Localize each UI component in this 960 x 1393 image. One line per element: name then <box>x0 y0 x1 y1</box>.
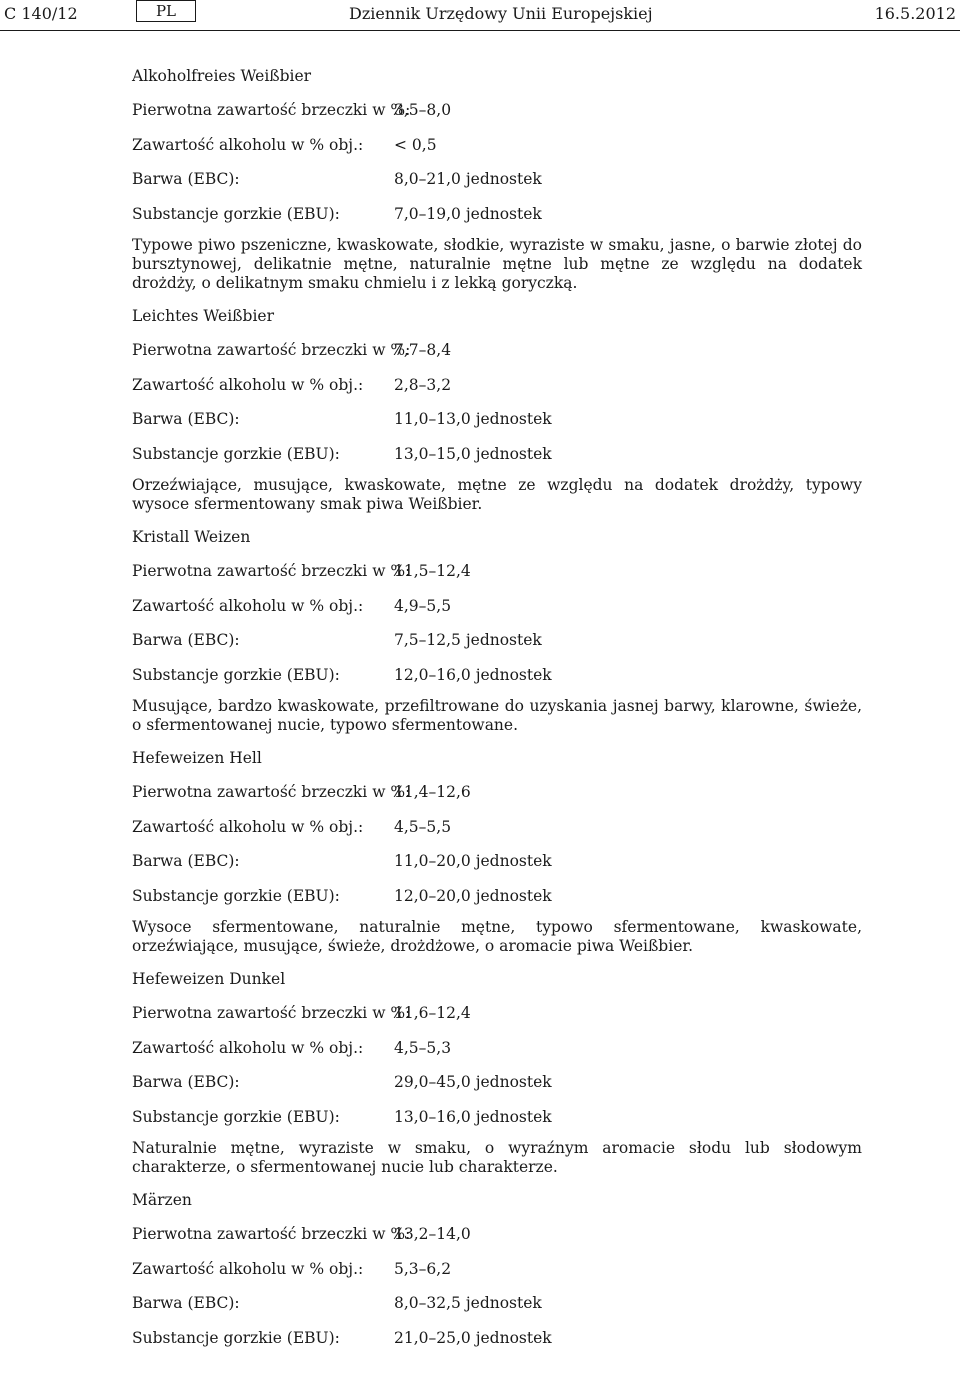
beer-spec-section <box>132 967 862 1177</box>
parameter-label: Zawartość alkoholu w % obj.: <box>132 1038 364 1057</box>
beer-spec-section <box>132 746 862 956</box>
parameter-label: Zawartość alkoholu w % obj.: <box>132 817 364 836</box>
beer-spec-section <box>132 304 862 514</box>
alcohol-content-row <box>132 133 862 157</box>
alcohol-content-row <box>132 815 862 839</box>
colour-ebc-row <box>132 1070 862 1094</box>
parameter-value: 8,0–21,0 jednostek <box>394 170 542 188</box>
original-gravity-row <box>132 1222 862 1246</box>
parameter-value: 12,0–20,0 jednostek <box>394 886 552 905</box>
parameter-value: 13,0–16,0 jednostek <box>394 1107 552 1126</box>
parameter-value: < 0,5 <box>394 135 437 154</box>
page-number: C 140/12 <box>4 4 78 23</box>
alcohol-content-row <box>132 1257 862 1281</box>
parameter-label: Substancje gorzkie (EBU): <box>132 204 340 223</box>
beer-style-name: Alkoholfreies Weißbier <box>132 67 312 85</box>
beer-style-name: Leichtes Weißbier <box>132 307 274 325</box>
colour-ebc-row <box>132 628 862 652</box>
parameter-label: Substancje gorzkie (EBU): <box>132 1328 340 1347</box>
parameter-label: Pierwotna zawartość brzeczki w %: <box>132 1004 411 1022</box>
parameter-label: Pierwotna zawartość brzeczki w %: <box>132 341 411 359</box>
bitterness-ebu-row <box>132 1105 862 1129</box>
beer-style-description: Musujące, bardzo kwaskowate, przefiltrowane do uzyskania jasnej barwy, klarowne, świeże, o sfermentowanej nucie, typowo sfermentowane. <box>132 697 862 734</box>
parameter-label: Barwa (EBC): <box>132 1294 240 1312</box>
colour-ebc-row <box>132 167 862 191</box>
beer-style-name: Hefeweizen Dunkel <box>132 970 286 988</box>
parameter-value: 8,0–32,5 jednostek <box>394 1294 542 1312</box>
original-gravity-row <box>132 338 862 362</box>
parameter-label: Pierwotna zawartość brzeczki w %: <box>132 101 411 119</box>
original-gravity-row <box>132 1001 862 1025</box>
beer-style-description: Wysoce sfermentowane, naturalnie mętne, typowo sfermentowane, kwaskowate, orzeźwiające, musujące, świeże, drożdżowe, o aromacie piwa Weißbier. <box>132 918 862 955</box>
parameter-value: 12,0–16,0 jednostek <box>394 665 552 684</box>
document-body <box>132 64 862 1360</box>
parameter-label: Substancje gorzkie (EBU): <box>132 665 340 684</box>
parameter-label: Pierwotna zawartość brzeczki w %: <box>132 783 411 801</box>
parameter-value: 7,5–12,5 jednostek <box>394 631 542 649</box>
original-gravity-row <box>132 98 862 122</box>
parameter-label: Barwa (EBC): <box>132 170 240 188</box>
alcohol-content-row <box>132 594 862 618</box>
colour-ebc-row <box>132 1291 862 1315</box>
parameter-value: 3,5–8,0 <box>394 101 452 119</box>
publication-date: 16.5.2012 <box>874 4 956 23</box>
beer-style-description: Orzeźwiające, musujące, kwaskowate, mętne ze względu na dodatek drożdży, typowy wysoce sfermentowany smak piwa Weißbier. <box>132 476 862 513</box>
parameter-label: Pierwotna zawartość brzeczki w %: <box>132 1225 411 1243</box>
alcohol-content-row <box>132 373 862 397</box>
beer-style-name: Kristall Weizen <box>132 528 251 546</box>
journal-title: Dziennik Urzędowy Unii Europejskiej <box>349 4 653 23</box>
parameter-value: 11,0–13,0 jednostek <box>394 410 552 428</box>
beer-spec-section <box>132 1188 862 1350</box>
parameter-value: 2,8–3,2 <box>394 375 452 394</box>
parameter-value: 11,6–12,4 <box>394 1004 471 1022</box>
alcohol-content-row <box>132 1036 862 1060</box>
parameter-label: Substancje gorzkie (EBU): <box>132 886 340 905</box>
parameter-value: 5,3–6,2 <box>394 1259 452 1278</box>
original-gravity-row <box>132 780 862 804</box>
beer-style-description: Naturalnie mętne, wyraziste w smaku, o wyraźnym aromacie słodu lub słodowym charakterze, o sfermentowanej nucie lub charakterze. <box>132 1139 862 1176</box>
bitterness-ebu-row <box>132 202 862 226</box>
colour-ebc-row <box>132 407 862 431</box>
parameter-label: Zawartość alkoholu w % obj.: <box>132 1259 364 1278</box>
beer-style-name: Märzen <box>132 1191 192 1209</box>
parameter-value: 4,5–5,5 <box>394 817 452 836</box>
parameter-label: Barwa (EBC): <box>132 1073 240 1091</box>
parameter-label: Zawartość alkoholu w % obj.: <box>132 596 364 615</box>
bitterness-ebu-row <box>132 884 862 908</box>
parameter-value: 11,5–12,4 <box>394 562 471 580</box>
parameter-label: Barwa (EBC): <box>132 852 240 870</box>
parameter-label: Substancje gorzkie (EBU): <box>132 1107 340 1126</box>
parameter-value: 7,0–19,0 jednostek <box>394 204 542 223</box>
parameter-value: 13,0–15,0 jednostek <box>394 444 552 463</box>
parameter-value: 11,4–12,6 <box>394 783 471 801</box>
parameter-value: 21,0–25,0 jednostek <box>394 1328 552 1347</box>
parameter-value: 7,7–8,4 <box>394 341 452 359</box>
parameter-value: 13,2–14,0 <box>394 1225 471 1243</box>
parameter-label: Pierwotna zawartość brzeczki w %: <box>132 562 411 580</box>
colour-ebc-row <box>132 849 862 873</box>
parameter-label: Zawartość alkoholu w % obj.: <box>132 375 364 394</box>
beer-style-name: Hefeweizen Hell <box>132 749 262 767</box>
beer-spec-section <box>132 64 862 293</box>
parameter-value: 4,9–5,5 <box>394 596 452 615</box>
language-code-box: PL <box>136 0 196 22</box>
page-header <box>0 0 960 31</box>
beer-spec-section <box>132 525 862 735</box>
bitterness-ebu-row <box>132 442 862 466</box>
parameter-value: 11,0–20,0 jednostek <box>394 852 552 870</box>
parameter-label: Substancje gorzkie (EBU): <box>132 444 340 463</box>
original-gravity-row <box>132 559 862 583</box>
parameter-label: Barwa (EBC): <box>132 410 240 428</box>
parameter-value: 4,5–5,3 <box>394 1038 452 1057</box>
beer-style-description: Typowe piwo pszeniczne, kwaskowate, słodkie, wyraziste w smaku, jasne, o barwie złotej do bursztynowej, delikatnie mętne, naturalnie mętne lub mętne ze względu na dodatek drożdży, o delikatnym smaku chmielu i z lekką goryczką. <box>132 236 862 292</box>
parameter-label: Barwa (EBC): <box>132 631 240 649</box>
bitterness-ebu-row <box>132 663 862 687</box>
parameter-value: 29,0–45,0 jednostek <box>394 1073 552 1091</box>
bitterness-ebu-row <box>132 1326 862 1350</box>
parameter-label: Zawartość alkoholu w % obj.: <box>132 135 364 154</box>
